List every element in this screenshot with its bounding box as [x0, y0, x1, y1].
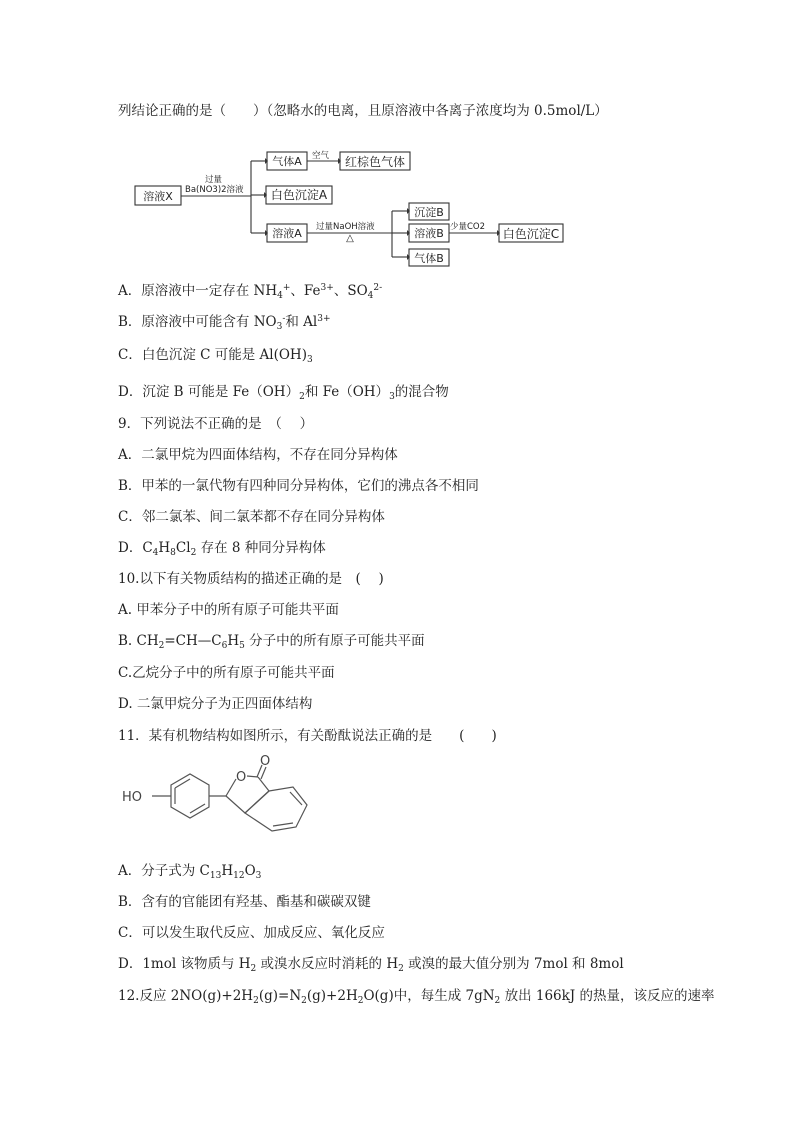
reaction-flow-diagram [0, 0, 794, 280]
mol-ring-oxygen-label: O [236, 770, 247, 785]
q8-option-d: D．沉淀 B 可能是 $Fe(OH)_2$和 $Fe(OH)_3$的混合物 [118, 384, 449, 402]
q9-stem: 9．下列说法不正确的是 （ ） [118, 416, 314, 432]
q11-option-a: A．分子式为 $C_{13}H_{12}O_3$ [118, 863, 262, 881]
reagent-air-label: 空气 [312, 151, 330, 161]
label-solution-b: 溶液B [414, 227, 444, 240]
label-solution-a: 溶液A [272, 227, 302, 240]
q9-option-c: C．邻二氯苯、间二氯苯都不存在同分异构体 [118, 509, 385, 525]
molecule-structure [0, 755, 794, 850]
mol-ho-label: HO [122, 790, 143, 805]
label-solution-x: 溶液X [143, 190, 173, 203]
q10-option-a: A. 甲苯分子中的所有原子可能共平面 [118, 602, 339, 618]
reagent-ba-no3-label: Ba(NO3)2溶液 [185, 185, 244, 195]
q11-option-c: C．可以发生取代反应、加成反应、氧化反应 [118, 925, 385, 941]
question-8-stem: 列结论正确的是（ ）（忽略水的电离，且原溶液中各离子浓度均为 0.5mol/L） [118, 103, 608, 119]
q8-option-b: B．原溶液中可能含有 $NO_3^-$和 $Al^{3+}$ [118, 314, 331, 332]
q9-option-b: B．甲苯的一氯代物有四种同分异构体，它们的沸点各不相同 [118, 478, 479, 494]
q8-option-a: A．原溶液中一定存在 $NH_4^+$、$Fe^{3+}$、$SO_4^{2-}$ [118, 283, 383, 301]
label-red-brown-gas: 红棕色气体 [344, 155, 406, 169]
reagent-naoh-label: 过量NaOH溶液 [316, 222, 375, 232]
heat-symbol: △ [346, 233, 354, 244]
q12-stem: 12.反应 $2NO(g)+2H_2(g)=N_2(g)+2H_2O(g)$中，每生成 $7gN_2$ 放出 166kJ 的热量，该反应的速率 [118, 988, 715, 1006]
q11-option-b: B．含有的官能团有羟基、酯基和碳碳双键 [118, 894, 371, 910]
q9-option-d: D．$C_4H_8Cl_2$ 存在 8 种同分异构体 [118, 540, 326, 558]
q10-stem: 10.以下有关物质结构的描述正确的是 ( ) [118, 571, 384, 587]
label-ppt-b: 沉淀B [414, 206, 444, 219]
q10-option-c: C.乙烷分子中的所有原子可能共平面 [118, 665, 335, 681]
q11-stem: 11．某有机物结构如图所示，有关酚酞说法正确的是 ( ) [118, 728, 497, 744]
q10-option-b: B. $CH_2=CH—C_6H_5$ 分子中的所有原子可能共平面 [118, 633, 425, 651]
mol-carbonyl-oxygen-label: O [260, 755, 271, 769]
q8-option-c: C．白色沉淀 C 可能是 $Al(OH)_3$ [118, 347, 313, 365]
q10-option-d: D. 二氯甲烷分子为正四面体结构 [118, 696, 313, 712]
reagent-co2-label: 少量CO2 [450, 222, 486, 232]
q11-option-d: D．1mol 该物质与 $H_2$ 或溴水反应时消耗的 $H_2$ 或溴的最大值分别为 7mol 和 8mol [118, 956, 624, 974]
label-white-ppt-a: 白色沉淀A [270, 188, 328, 202]
label-gas-b: 气体B [414, 252, 444, 265]
label-white-ppt-c: 白色沉淀C [502, 227, 560, 241]
reagent-excess-label: 过量 [205, 175, 223, 185]
label-gas-a: 气体A [272, 155, 302, 168]
q9-option-a: A．二氯甲烷为四面体结构，不存在同分异构体 [118, 447, 398, 463]
